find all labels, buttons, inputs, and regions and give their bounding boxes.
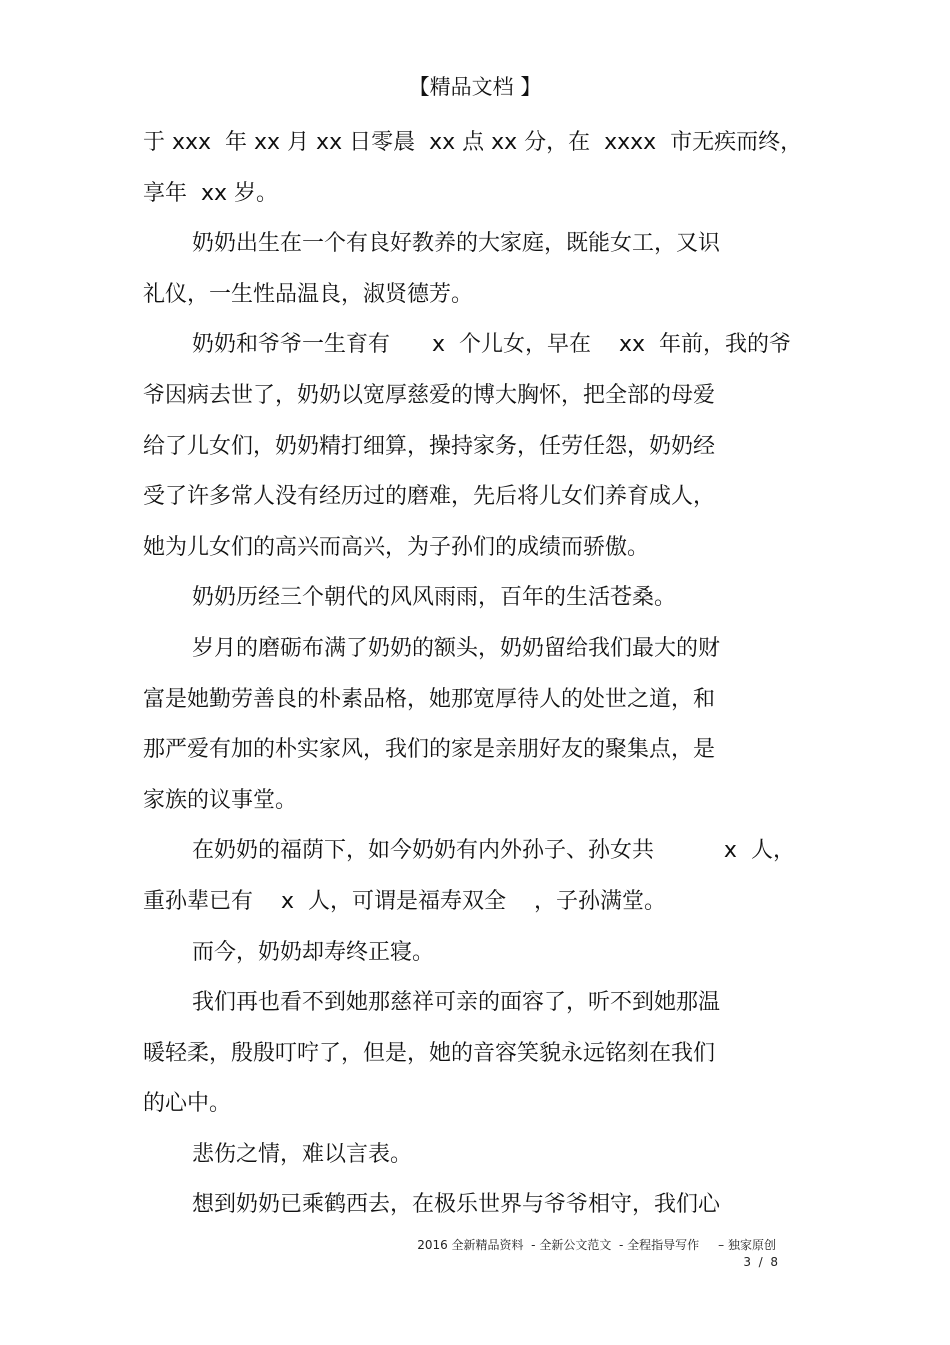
text-line: 礼仪，一生性品温良，淑贤德芳。 (143, 281, 474, 307)
text-line: 奶奶历经三个朝代的风风雨雨，百年的生活苍桑。 (192, 585, 677, 611)
footer-note-text: 2016 全新精品资料 - 全新公文范文 - 全程指导写作 – 独家原创 (417, 1238, 776, 1252)
text-line: 富是她勤劳善良的朴素品格，她那宽厚待人的处世之道，和 (143, 686, 716, 712)
text-line: 家族的议事堂。 (143, 787, 298, 813)
text-line: 奶奶出生在一个有良好教养的大家庭，既能女工，又识 (192, 231, 721, 257)
text-line: 在奶奶的福荫下，如今奶奶有内外孙子、孙女共 x 人， (192, 838, 795, 864)
text-line: 奶奶和爷爷一生育有 x 个儿女，早在 xx 年前，我的爷 (192, 332, 791, 358)
text-line: 重孙辈已有 x 人，可谓是福寿双全 ，子孙满堂。 (143, 888, 666, 914)
text-line: 于 xxx 年 xx 月 xx 日零晨 xx 点 xx 分，在 xxxx 市无疾而终， (143, 130, 803, 155)
text-line: 给了儿女们，奶奶精打细算，操持家务，任劳任怨，奶奶经 (143, 433, 716, 459)
text-line: 想到奶奶已乘鹤西去，在极乐世界与爷爷相守，我们心 (192, 1192, 721, 1218)
text-line: 享年 xx 岁。 (143, 180, 279, 206)
text-line: 我们再也看不到她那慈祥可亲的面容了，听不到她那温 (192, 990, 721, 1016)
document-body (143, 125, 803, 1238)
text-line: 而今，奶奶却寿终正寝。 (192, 939, 435, 965)
text-line: 悲伤之情，难以言表。 (192, 1141, 413, 1167)
text-line: 岁月的磨砺布满了奶奶的额头，奶奶留给我们最大的财 (192, 635, 721, 661)
page-number-text: 3 / 8 (743, 1255, 778, 1269)
document-header (0, 72, 950, 102)
text-line: 暖轻柔，殷殷叮咛了，但是，她的音容笑貌永远铭刻在我们 (143, 1040, 716, 1066)
text-line: 那严爱有加的朴实家风，我们的家是亲朋好友的聚集点，是 (143, 737, 716, 763)
text-line: 她为儿女们的高兴而高兴，为子孙们的成绩而骄傲。 (143, 534, 650, 560)
text-line: 受了许多常人没有经历过的磨难，先后将儿女们养育成人， (143, 484, 716, 510)
text-line: 的心中。 (143, 1091, 232, 1117)
text-line: 爷因病去世了，奶奶以宽厚慈爱的博大胸怀，把全部的母爱 (143, 382, 716, 408)
header-title: 【精品文档 】 (408, 75, 542, 99)
